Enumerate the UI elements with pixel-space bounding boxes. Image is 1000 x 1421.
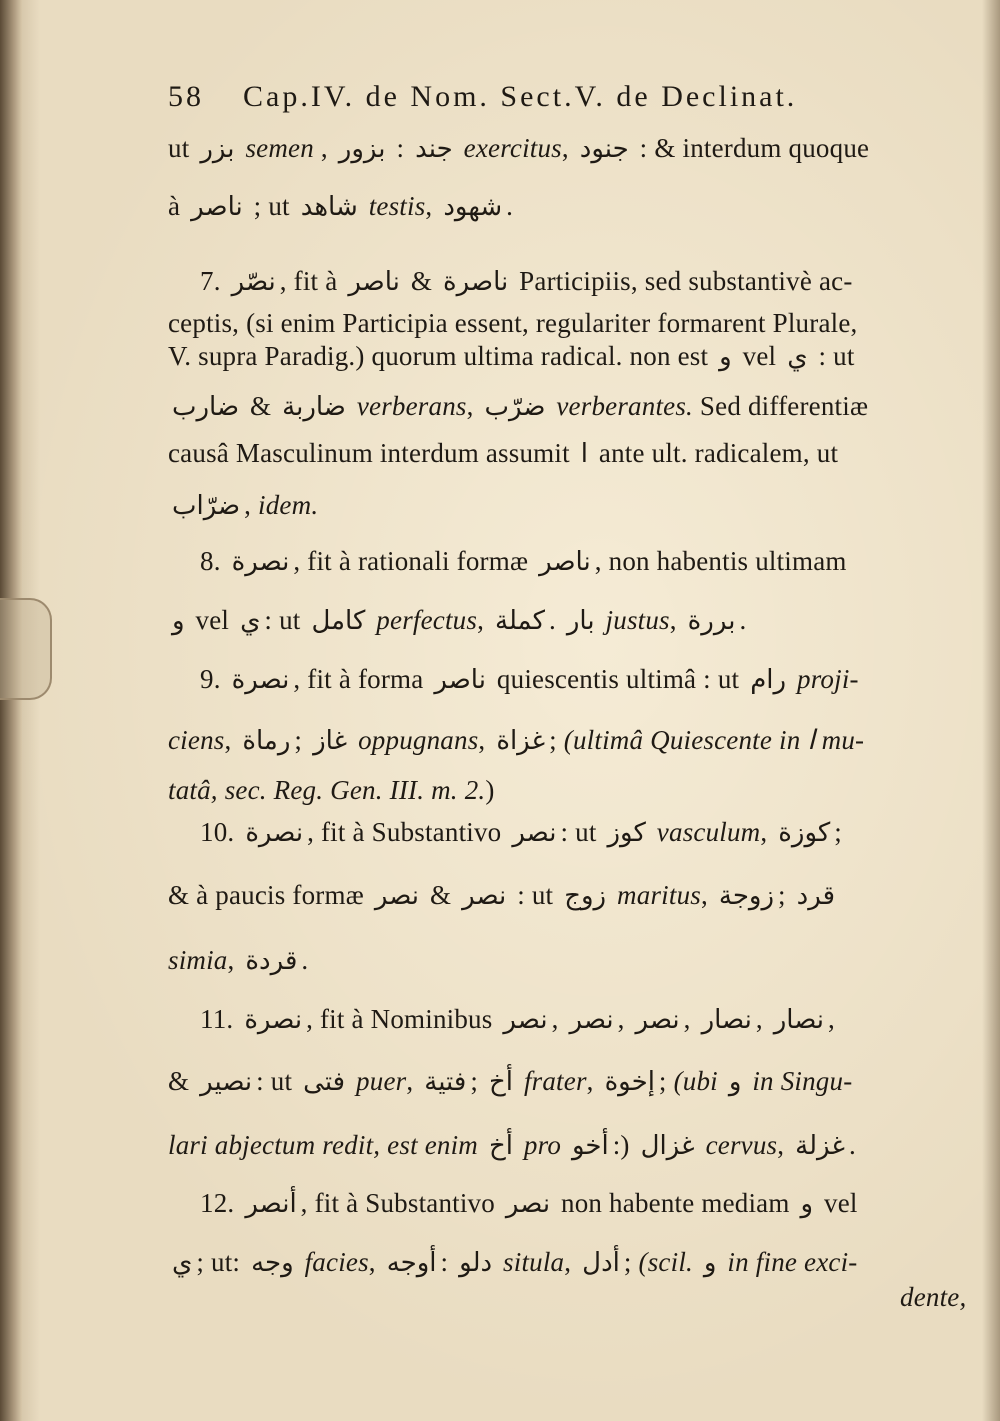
latin-text: simia (168, 945, 228, 975)
book-gutter (0, 0, 22, 1421)
latin-text: & (168, 1066, 197, 1096)
latin-text: & (403, 266, 440, 296)
latin-text: , (406, 1066, 421, 1096)
text-line (168, 1066, 970, 1097)
arabic-word: شهود (443, 192, 503, 222)
arabic-word: رام (750, 665, 787, 695)
latin-text: cervus (698, 1130, 778, 1160)
text-line (168, 945, 970, 976)
arabic-word: ي (172, 1248, 193, 1278)
latin-text: , (777, 1130, 792, 1160)
running-header (168, 80, 797, 114)
text-line (168, 308, 970, 339)
arabic-word: و (728, 1067, 742, 1097)
arabic-word: إخوة (604, 1067, 655, 1097)
page-clasp-mark (0, 598, 52, 700)
text-line (168, 1130, 970, 1161)
latin-text: : ut (264, 605, 308, 635)
text-line (168, 341, 970, 372)
latin-text: tatâ, sec. Reg. Gen. III. m. 2. (168, 775, 486, 805)
latin-text: semen (238, 133, 314, 163)
latin-text: frater (517, 1066, 587, 1096)
latin-text: 9. (200, 664, 228, 694)
latin-text: , (224, 725, 239, 755)
arabic-word: و (172, 606, 185, 636)
latin-text: , fit à Nominibus (306, 1004, 500, 1034)
text-line (168, 391, 970, 422)
arabic-word: ناصر (539, 547, 591, 577)
latin-text: vasculum (649, 817, 761, 847)
latin-text: , (466, 391, 481, 421)
latin-text: ut (168, 133, 197, 163)
arabic-word: أنصر (245, 1189, 297, 1219)
latin-text: ; (549, 725, 564, 755)
arabic-word: زوجة (718, 881, 775, 911)
text-line (200, 1188, 970, 1219)
latin-text: situla (496, 1247, 565, 1277)
text-line (168, 133, 970, 164)
latin-text: , (477, 605, 491, 635)
latin-text: : ut (811, 341, 855, 371)
latin-text: , (561, 133, 576, 163)
arabic-word: ضرّب (484, 392, 546, 422)
arabic-word: بزور (338, 134, 386, 164)
arabic-word: كوز (607, 818, 646, 848)
latin-text: , fit à (279, 266, 345, 296)
text-line (168, 725, 970, 756)
latin-text: proji- (790, 664, 859, 694)
arabic-word: بررة (687, 606, 736, 636)
latin-text: 8. (200, 546, 228, 576)
latin-text: Participiis, sed substantivè ac- (512, 266, 853, 296)
latin-text: . (506, 191, 514, 221)
latin-text: vel (817, 1188, 858, 1218)
latin-text: , (313, 133, 335, 163)
latin-text: . (548, 605, 563, 635)
text-line (200, 546, 970, 577)
latin-text: facies (297, 1247, 369, 1277)
latin-text: ; ut (246, 191, 297, 221)
latin-text: à (168, 191, 188, 221)
arabic-word: ا (580, 439, 588, 469)
latin-text: ; (623, 1247, 639, 1277)
latin-text: , (760, 817, 775, 847)
latin-text: , (564, 1247, 579, 1277)
latin-text: Sed differentiæ (692, 391, 869, 421)
latin-text: , (244, 490, 259, 520)
arabic-word: أخ (488, 1131, 513, 1161)
latin-text: , (551, 1004, 566, 1034)
arabic-word: نصرة (245, 818, 304, 848)
text-line (200, 664, 970, 695)
arabic-word: كوزة (778, 818, 831, 848)
latin-text: ceptis, (si enim Participia essent, regulariter formarent Plurale, (168, 308, 858, 338)
latin-text: vel (735, 341, 784, 371)
arabic-word: و (719, 342, 732, 372)
latin-text: ; (294, 725, 310, 755)
arabic-word: جنود (579, 134, 629, 164)
text-line (168, 1247, 970, 1278)
latin-text: , (425, 191, 440, 221)
latin-text: , fit à forma (293, 664, 431, 694)
arabic-word: غاز (313, 726, 348, 756)
arabic-word: ناصر (191, 192, 243, 222)
latin-text: , fit à Substantivo (307, 817, 509, 847)
arabic-word: ناصر (348, 267, 400, 297)
text-line (168, 880, 970, 911)
arabic-word: جند (415, 134, 453, 164)
arabic-word: شاهد (300, 192, 358, 222)
arabic-word: دلو (459, 1248, 493, 1278)
latin-text: ; (470, 1066, 485, 1096)
arabic-word: أخو (571, 1131, 609, 1161)
text-line (900, 1282, 970, 1313)
latin-text: pro (516, 1130, 568, 1160)
arabic-word: ناصر (434, 665, 486, 695)
arabic-word: زوج (564, 881, 607, 911)
latin-text: :) (612, 1130, 637, 1160)
latin-text: causâ Masculinum interdum assumit (168, 438, 577, 468)
latin-text: : (389, 133, 412, 163)
arabic-word: غزال (640, 1131, 695, 1161)
latin-text: , (700, 880, 715, 910)
arabic-word: أدل (582, 1248, 620, 1278)
text-line (200, 266, 970, 297)
arabic-word: كملة (495, 606, 545, 636)
latin-text: in fine exci- (720, 1247, 858, 1277)
latin-text: verberantes. (549, 391, 693, 421)
latin-text: oppugnans (351, 725, 479, 755)
page-edge-shadow (982, 0, 1000, 1421)
arabic-word: غزلة (795, 1131, 845, 1161)
latin-text: , (683, 1004, 698, 1034)
running-title: Cap.IV. de Nom. Sect.V. de Declinat. (243, 80, 798, 113)
text-line (168, 490, 970, 521)
latin-text: : ut (560, 817, 604, 847)
text-line (200, 817, 970, 848)
latin-text: 7. (200, 266, 228, 296)
latin-text: non habente mediam (554, 1188, 797, 1218)
latin-text: , fit à Substantivo (300, 1188, 502, 1218)
text-line (168, 191, 970, 222)
latin-text: ciens (168, 725, 225, 755)
latin-text: lari abjectum redit, est enim (168, 1130, 485, 1160)
arabic-word: رماة (242, 726, 291, 756)
latin-text: , (368, 1247, 383, 1277)
arabic-word: أخ (488, 1067, 513, 1097)
arabic-word: نصرة (244, 1005, 303, 1035)
arabic-word: ضارب (172, 392, 240, 422)
arabic-word: ي (787, 342, 808, 372)
latin-text: V. supra Paradig.) quorum ultima radical. non est (168, 341, 716, 371)
arabic-word: ضرّاب (172, 491, 241, 521)
latin-text: ) (485, 775, 495, 805)
latin-text: in Singu- (745, 1066, 853, 1096)
latin-text: & (243, 391, 279, 421)
arabic-word: غزاة (496, 726, 546, 756)
latin-text: (scil. (638, 1247, 700, 1277)
latin-text: . (739, 605, 747, 635)
arabic-word: ناصرة (443, 267, 509, 297)
arabic-word: كامل (311, 606, 366, 636)
arabic-word: ي (240, 606, 261, 636)
arabic-word: نصر (635, 1005, 680, 1035)
arabic-word: نصر (512, 818, 557, 848)
latin-text: , fit à rationali formæ (293, 546, 536, 576)
arabic-word: بزر (200, 134, 235, 164)
latin-text: (ultimâ Quiescente in ا mu- (563, 725, 865, 755)
arabic-word: نصّر (231, 267, 276, 297)
arabic-word: وجه (251, 1248, 294, 1278)
text-line (168, 605, 970, 636)
arabic-word: نصرة (231, 665, 290, 695)
latin-text: vel (188, 605, 237, 635)
arabic-word: نصير (200, 1067, 253, 1097)
latin-text: idem. (258, 490, 319, 520)
arabic-word: قردة (245, 946, 298, 976)
latin-text: puer (349, 1066, 407, 1096)
arabic-word: نصر (569, 1005, 614, 1035)
latin-text: dente, (900, 1282, 967, 1312)
arabic-word: نصار (773, 1005, 824, 1035)
latin-text: testis (361, 191, 426, 221)
latin-text: & (423, 880, 459, 910)
arabic-word: نصر (503, 1005, 548, 1035)
latin-text: quiescentis ultimâ : ut (489, 664, 747, 694)
latin-text: 10. (200, 817, 242, 847)
latin-text: & à paucis formæ (168, 880, 371, 910)
latin-text: ; (658, 1066, 674, 1096)
page-number: 58 (168, 80, 204, 113)
arabic-word: فتية (424, 1067, 467, 1097)
latin-text: perfectus (369, 605, 478, 635)
latin-text: , (617, 1004, 632, 1034)
latin-text: , (227, 945, 242, 975)
latin-text: ante ult. radicalem, ut (591, 438, 839, 468)
latin-text: , (478, 725, 493, 755)
arabic-word: نصر (505, 1189, 551, 1219)
latin-text: , (586, 1066, 601, 1096)
latin-text: exercitus (456, 133, 562, 163)
arabic-word: ضاربة (282, 392, 346, 422)
latin-text: : ut (510, 880, 561, 910)
latin-text: (ubi (673, 1066, 725, 1096)
latin-text: : & interdum quoque (632, 133, 870, 163)
latin-text: . (301, 945, 309, 975)
text-line (168, 775, 970, 806)
arabic-word: فتى (303, 1067, 346, 1097)
arabic-word: نصر (462, 881, 507, 911)
latin-text: , non habentis ultimam (594, 546, 847, 576)
latin-text: , (669, 605, 684, 635)
latin-text: justus (598, 605, 670, 635)
latin-text: ; ut: (196, 1247, 248, 1277)
latin-text: , (755, 1004, 770, 1034)
latin-text: 11. (200, 1004, 241, 1034)
arabic-word: أوجه (386, 1248, 437, 1278)
latin-text: . (848, 1130, 856, 1160)
arabic-word: نصار (701, 1005, 752, 1035)
latin-text: ; (834, 817, 842, 847)
latin-text: : ut (256, 1066, 300, 1096)
latin-text: : (440, 1247, 456, 1277)
arabic-word: و (800, 1189, 814, 1219)
arabic-word: بار (566, 606, 595, 636)
latin-text: 12. (200, 1188, 242, 1218)
latin-text: ; (778, 880, 793, 910)
arabic-word: نصر (374, 881, 419, 911)
latin-text: , (828, 1004, 835, 1034)
arabic-word: نصرة (231, 547, 290, 577)
text-line (168, 438, 970, 469)
text-line (200, 1004, 970, 1035)
latin-text: verberans (349, 391, 467, 421)
latin-text: maritus (610, 880, 701, 910)
arabic-word: و (703, 1248, 717, 1278)
arabic-word: قرد (796, 881, 836, 911)
